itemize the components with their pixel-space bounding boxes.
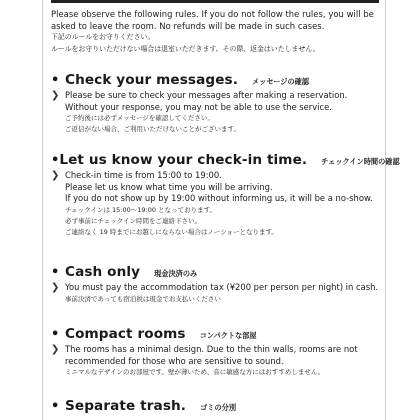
section-cash-only bbox=[51, 264, 381, 305]
section-text-en-2: recommended for those who are sensitive to sound. bbox=[65, 355, 284, 366]
section-text-ja-1: ミニマルなデザインのお部屋です。壁が薄いため、音に敏感な方にはおすすめしません。 bbox=[65, 368, 325, 377]
section-text-ja-1: チェックインは 15:00〜19:00 となっております。 bbox=[65, 205, 217, 214]
section-title: Cash only bbox=[65, 264, 141, 280]
section-text-en-2: Without your response, you may not be able to use the service. bbox=[65, 101, 332, 112]
section-text-en-1: You must pay the accommodation tax (¥200 per person per night) in cash. bbox=[65, 282, 379, 292]
bullet-dot-icon: • bbox=[51, 327, 60, 342]
section-text-ja-1: ご予約後には必ずメッセージを確認してください。 bbox=[65, 114, 214, 123]
section-check-messages bbox=[51, 72, 381, 136]
section-title-japanese: ゴミの分別 bbox=[200, 403, 237, 412]
intro-english: Please observe the following rules. If you do not follow the rules, you will be asked to leave the room. No refunds will be made in such cases. bbox=[51, 9, 374, 31]
bullet-dot-icon: • bbox=[51, 265, 60, 280]
section-title-japanese: コンパクトな部屋 bbox=[199, 331, 257, 340]
bullet-dot-icon: • bbox=[51, 399, 60, 414]
chevron-right-icon: ❯ bbox=[51, 170, 60, 181]
section-title: Check your messages. bbox=[65, 72, 238, 88]
section-title: Compact rooms bbox=[65, 326, 186, 342]
section-text-en-2: Please let us know what time you will be arriving. bbox=[65, 181, 273, 192]
section-text-ja-2: 必ず事前にチェックイン時間をご連絡下さい。 bbox=[65, 216, 201, 225]
section-text-en-1: The rooms has a minimal design. Due to the thin walls, rooms are not bbox=[65, 344, 358, 354]
intro-japanese-line-2: ルールをお守りいただけない場合は退室いただきます。その際、返金はいたしません。 bbox=[51, 44, 320, 53]
chevron-right-icon: ❯ bbox=[51, 90, 60, 101]
section-text-ja-2: ご返信がない場合、ご利用いただけないことがございます。 bbox=[65, 125, 240, 134]
intro-japanese-line-1: 下記のルールをお守りください。 bbox=[51, 33, 155, 42]
section-title-japanese: メッセージの確認 bbox=[251, 77, 310, 86]
rules-notice-page bbox=[42, 0, 400, 420]
section-title: Let us know your check-in time. bbox=[59, 152, 308, 168]
section-text-en-1: Check-in time is from 15:00 to 19:00. bbox=[65, 170, 222, 180]
section-title: Separate trash. bbox=[65, 398, 187, 414]
section-text-en-3: If you do not show up by 19:00 without informing us, it will be a no-show. bbox=[65, 193, 373, 204]
section-separate-trash bbox=[51, 398, 381, 416]
section-checkin-time bbox=[51, 152, 400, 238]
section-title-japanese: 現金決済のみ bbox=[154, 269, 198, 278]
section-text-en-1: Please be sure to check your messages after making a reservation. bbox=[65, 90, 348, 100]
section-text-ja-3: ご連絡なく 19 時までにお越しにならない場合はノーショーとなります。 bbox=[65, 228, 278, 237]
section-title-japanese: チェックイン時間の確認 bbox=[321, 157, 400, 166]
top-rule-bar bbox=[51, 0, 379, 3]
chevron-right-icon: ❯ bbox=[51, 282, 60, 293]
bullet-dot-icon: • bbox=[51, 73, 60, 88]
chevron-right-icon: ❯ bbox=[51, 344, 60, 355]
section-compact-rooms bbox=[51, 326, 381, 378]
bullet-dot-icon: • bbox=[51, 153, 60, 168]
intro-block bbox=[51, 9, 381, 55]
section-text-ja-1: 事前決済であっても宿泊税は現金でお支払いください bbox=[65, 294, 221, 303]
